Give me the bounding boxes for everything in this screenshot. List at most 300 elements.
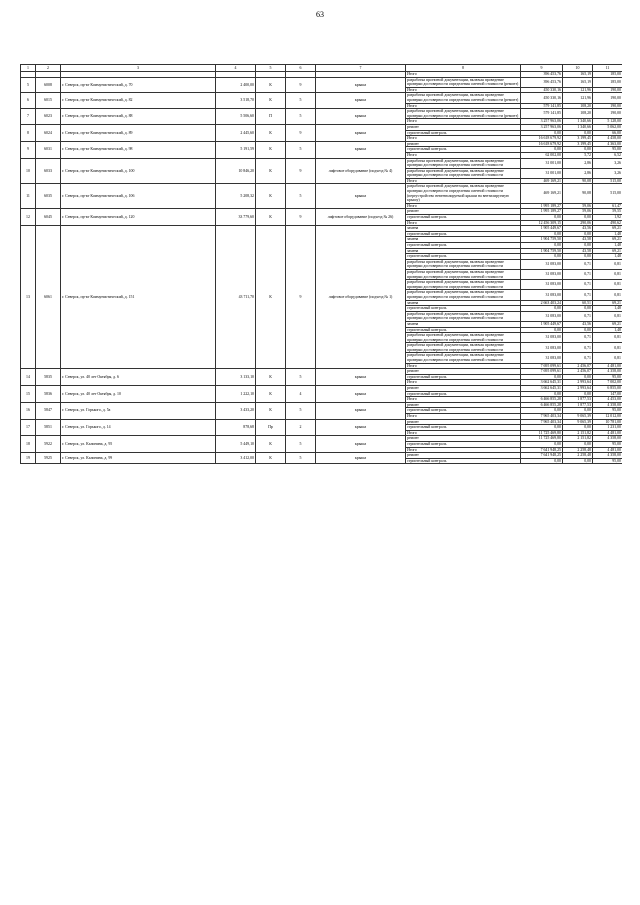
table-row (21, 158, 623, 168)
work-detail: Итого (406, 414, 521, 420)
area: 2 445,60 (216, 124, 256, 141)
floors: 5 (286, 453, 316, 464)
max-unit-cost: 515,00 (593, 184, 623, 203)
unit-cost: 3 199,45 (563, 141, 593, 147)
max-unit-cost: 5 128,00 (593, 119, 623, 125)
work-detail: Итого (406, 119, 521, 125)
max-unit-cost: 4 363,00 (593, 141, 623, 147)
house-class: К (256, 369, 286, 386)
work-detail: Итого (406, 363, 521, 369)
max-unit-cost: 4 358,00 (593, 402, 623, 408)
work-detail: разработка проектной документации, включая проведение проверки достоверности определения сметной стоимости (406, 280, 521, 290)
house-code: 6031 (36, 141, 61, 158)
floors: 4 (286, 386, 316, 403)
work-detail: строительный контроль (406, 374, 521, 380)
floors: 5 (286, 402, 316, 419)
cost: 31 083,00 (521, 353, 563, 363)
row-number: 14 (21, 369, 36, 386)
unit-cost: 0,71 (563, 333, 593, 343)
cost: 6 466 855,28 (521, 397, 563, 403)
cost: 450 330,16 (521, 87, 563, 93)
work-detail: ремонт (406, 209, 521, 215)
area: 3 133,10 (216, 369, 256, 386)
unit-cost: 2 993,64 (563, 386, 593, 392)
column-header: 2 (36, 65, 61, 72)
unit-cost: 2 456,07 (563, 363, 593, 369)
max-unit-cost: 4 358,00 (593, 369, 623, 375)
row-number: 13 (21, 226, 36, 369)
address: г. Северск, пр-кт Коммунистический, д. 98 (61, 141, 216, 158)
area: 1 222,10 (216, 386, 256, 403)
max-unit-cost: 1,92 (593, 215, 623, 221)
cost: 1 905 449,67 (521, 226, 563, 232)
max-unit-cost: 0,81 (593, 333, 623, 343)
work-detail: Итого (406, 447, 521, 453)
max-unit-cost: 185,00 (593, 77, 623, 87)
repair-program-table (20, 64, 622, 464)
unit-cost: 2 151,82 (563, 430, 593, 436)
max-unit-cost: 185,00 (593, 72, 623, 78)
work-type: лифтовое оборудование (подъезд № 26) (316, 209, 406, 226)
house-class: К (256, 124, 286, 141)
row-number: 18 (21, 436, 36, 453)
max-unit-cost: 4 358,00 (593, 436, 623, 442)
table-row (21, 184, 623, 203)
work-detail: разработка проектной документации, включая проведение проверки достоверности определения сметной стоимости (406, 158, 521, 168)
unit-cost: 0,00 (563, 327, 593, 333)
unit-cost: 43,56 (563, 321, 593, 327)
max-unit-cost: 69,21 (593, 300, 623, 306)
house-code: 5925 (36, 453, 61, 464)
work-detail: разработка проектной документации, включая проведение проверки достоверности определения сметной стоимости (ремонт) (406, 93, 521, 103)
row-number: 11 (21, 184, 36, 209)
area: 3 518,70 (216, 93, 256, 109)
row-number: 19 (21, 453, 36, 464)
house-class: К (256, 436, 286, 453)
house-code: 5922 (36, 436, 61, 453)
work-detail: ремонт (406, 402, 521, 408)
house-code: 6008 (36, 77, 61, 93)
cost: 0,00 (521, 408, 563, 414)
max-unit-cost: 0,81 (593, 353, 623, 363)
work-type: крыша (316, 453, 406, 464)
max-unit-cost: 12 012,00 (593, 414, 623, 420)
cost: 3 257 963,06 (521, 124, 563, 130)
cost: 0,00 (521, 147, 563, 153)
max-unit-cost: 95,00 (593, 458, 623, 464)
max-unit-cost: 69,21 (593, 237, 623, 243)
work-type: крыша (316, 369, 406, 386)
cost: 1 905 449,67 (521, 321, 563, 327)
unit-cost: 2,86 (563, 158, 593, 168)
max-unit-cost: 3,26 (593, 158, 623, 168)
work-detail: замена (406, 237, 521, 243)
unit-cost: 121,96 (563, 87, 593, 93)
unit-cost: 1 340,66 (563, 119, 593, 125)
row-number: 7 (21, 109, 36, 125)
address: г. Северск, ул. 40 лет Октября, д. 10 (61, 386, 216, 403)
work-detail: разработка проектной документации, включая проведение проверки достоверности определения сметной стоимости (406, 333, 521, 343)
cost: 0,00 (521, 231, 563, 237)
unit-cost: 0,00 (563, 458, 593, 464)
cost: 31 083,00 (521, 269, 563, 279)
row-number: 8 (21, 124, 36, 141)
max-unit-cost: 1,48 (593, 306, 623, 312)
house-class: К (256, 141, 286, 158)
work-detail: разработка проектной документации, включая проведение проверки достоверности определения сметной стоимости (ремонт) (406, 109, 521, 119)
cost: 31 083,00 (521, 290, 563, 300)
max-unit-cost: 0,81 (593, 290, 623, 300)
area: 3 433,20 (216, 402, 256, 419)
cost: 31 083,00 (521, 311, 563, 321)
area: 5 506,60 (216, 109, 256, 125)
max-unit-cost: 190,00 (593, 103, 623, 109)
max-unit-cost: 59,55 (593, 209, 623, 215)
work-detail: Итого (406, 203, 521, 209)
cost: 0,00 (521, 254, 563, 260)
area: 10 846,20 (216, 158, 256, 184)
unit-cost: 165,19 (563, 77, 593, 87)
unit-cost: 0,71 (563, 353, 593, 363)
cost: 6 466 855,28 (521, 402, 563, 408)
work-detail: строительный контроль (406, 130, 521, 136)
unit-cost: 0,00 (563, 130, 593, 136)
cost: 0,00 (521, 458, 563, 464)
max-unit-cost: 69,21 (593, 248, 623, 254)
row-number: 10 (21, 158, 36, 184)
unit-cost: 0,00 (563, 441, 593, 447)
unit-cost: 0,71 (563, 280, 593, 290)
house-class: К (256, 209, 286, 226)
cost: 1 904 759,50 (521, 248, 563, 254)
cost: 450 330,16 (521, 93, 563, 103)
work-detail: разработка проектной документации, включая проведение проверки достоверности определения сметной стоимости (406, 311, 521, 321)
column-header: 7 (316, 65, 406, 72)
floors: 5 (286, 369, 316, 386)
work-detail: строительный контроль (406, 425, 521, 431)
address: г. Северск, ул. Горького, д. 5а (61, 402, 216, 419)
work-detail: ремонт (406, 386, 521, 392)
max-unit-cost: 147,00 (593, 391, 623, 397)
house-class: К (256, 93, 286, 109)
max-unit-cost: 4 481,00 (593, 363, 623, 369)
cost: 7 641 948,25 (521, 453, 563, 459)
cost: 11 725 469,80 (521, 430, 563, 436)
row-number: 5 (21, 77, 36, 93)
house-code: 6061 (36, 226, 61, 369)
unit-cost: 59,06 (563, 203, 593, 209)
house-code: 6015 (36, 93, 61, 109)
area: 3 412,00 (216, 453, 256, 464)
cost: 31 083,00 (521, 259, 563, 269)
unit-cost: 0,00 (563, 306, 593, 312)
work-detail: разработка проектной документации, включая проведение проверки достоверности определения сметной стоимости (406, 168, 521, 178)
work-detail: строительный контроль (406, 147, 521, 153)
unit-cost: 59,06 (563, 209, 593, 215)
unit-cost: 0,71 (563, 311, 593, 321)
area: 33 779,60 (216, 209, 256, 226)
max-unit-cost: 69,21 (593, 321, 623, 327)
floors: 9 (286, 209, 316, 226)
column-header: 1 (21, 65, 36, 72)
max-unit-cost: 1,48 (593, 231, 623, 237)
max-unit-cost: 95,00 (593, 441, 623, 447)
cost: 12 456 309,15 (521, 220, 563, 226)
house-code: 5835 (36, 369, 61, 386)
house-class: К (256, 226, 286, 369)
address: г. Северск, пр-кт Коммунистический, д. 100 (61, 158, 216, 184)
work-detail: строительный контроль (406, 231, 521, 237)
row-number: 6 (21, 93, 36, 109)
work-type: крыша (316, 436, 406, 453)
cost: 469 169,21 (521, 184, 563, 203)
column-header: 5 (256, 65, 286, 72)
floors: 5 (286, 141, 316, 158)
max-unit-cost: 4 481,00 (593, 447, 623, 453)
work-detail: ремонт (406, 369, 521, 375)
house-class: К (256, 453, 286, 464)
work-type: крыша (316, 184, 406, 209)
work-detail: Итого (406, 397, 521, 403)
cost: 7 695 099,61 (521, 363, 563, 369)
unit-cost: 108,20 (563, 109, 593, 119)
house-code: 6024 (36, 124, 61, 141)
work-type: крыша (316, 386, 406, 403)
work-detail: разработка проектной документации, включая проведение проверки достоверности определения сметной стоимости (406, 269, 521, 279)
unit-cost: 165,19 (563, 72, 593, 78)
row-number: 17 (21, 419, 36, 436)
work-detail: разработка проектной документации, включая проведение проверки достоверности определения сметной стоимости (406, 353, 521, 363)
address: г. Северск, ул. 40 лет Октября, д. 6 (61, 369, 216, 386)
cost: 1 904 759,50 (521, 237, 563, 243)
floors: 5 (286, 184, 316, 209)
unit-cost: 108,20 (563, 103, 593, 109)
max-unit-cost: 3,26 (593, 168, 623, 178)
max-unit-cost: 4 453,00 (593, 397, 623, 403)
unit-cost: 0,71 (563, 290, 593, 300)
unit-cost: 90,08 (563, 178, 593, 184)
document-sheet (20, 64, 622, 874)
row-number: 16 (21, 402, 36, 419)
unit-cost: 0,00 (563, 254, 593, 260)
max-unit-cost: 1,48 (593, 327, 623, 333)
column-header: 8 (406, 65, 521, 72)
work-detail: ремонт (406, 419, 521, 425)
max-unit-cost: 1,48 (593, 254, 623, 260)
unit-cost: 0,00 (563, 231, 593, 237)
cost: 0,00 (521, 425, 563, 431)
unit-cost: 3 199,45 (563, 136, 593, 142)
cost: 0,00 (521, 374, 563, 380)
cost: 31 083,00 (521, 333, 563, 343)
work-detail: замена (406, 300, 521, 306)
cost: 16 618 679,92 (521, 136, 563, 142)
work-detail: строительный контроль (406, 306, 521, 312)
cost: 11 725 469,80 (521, 436, 563, 442)
cost: 31 001,00 (521, 168, 563, 178)
unit-cost: 0,00 (563, 374, 593, 380)
cost: 469 169,21 (521, 178, 563, 184)
work-detail: Итого (406, 103, 521, 109)
max-unit-cost: 0,81 (593, 311, 623, 321)
unit-cost: 0,71 (563, 269, 593, 279)
max-unit-cost: 0,81 (593, 269, 623, 279)
work-type: крыша (316, 141, 406, 158)
cost: 31 083,00 (521, 343, 563, 353)
unit-cost: 2 456,07 (563, 369, 593, 375)
max-unit-cost: 10 781,00 (593, 419, 623, 425)
unit-cost: 2 258,48 (563, 453, 593, 459)
house-code: 6045 (36, 209, 61, 226)
work-detail: замена (406, 321, 521, 327)
unit-cost: 0,00 (563, 243, 593, 249)
table-header (21, 65, 623, 72)
floors: 5 (286, 93, 316, 109)
area: 5 191,59 (216, 141, 256, 158)
max-unit-cost: 1,48 (593, 243, 623, 249)
work-type: крыша (316, 402, 406, 419)
unit-cost: 43,58 (563, 237, 593, 243)
address: г. Северск, пр-кт Коммунистический, д. 89 (61, 124, 216, 141)
cost: 0,00 (521, 130, 563, 136)
work-detail: строительный контроль (406, 243, 521, 249)
work-type: крыша (316, 124, 406, 141)
floors: 9 (286, 124, 316, 141)
work-detail: строительный контроль (406, 391, 521, 397)
house-class: К (256, 402, 286, 419)
work-type: крыша (316, 419, 406, 436)
work-type: крыша (316, 77, 406, 93)
max-unit-cost: 0,81 (593, 259, 623, 269)
house-code: 6035 (36, 184, 61, 209)
address: г. Северск, пр-кт Коммунистический, д. 120 (61, 209, 216, 226)
table-row (21, 77, 623, 87)
cost: 0,00 (521, 391, 563, 397)
unit-cost: 121,96 (563, 93, 593, 103)
cost: 0,00 (521, 306, 563, 312)
work-detail: Итого (406, 430, 521, 436)
unit-cost: 0,00 (563, 215, 593, 221)
unit-cost: 0,71 (563, 259, 593, 269)
max-unit-cost: 95,00 (593, 147, 623, 153)
cost: 396 453,76 (521, 77, 563, 87)
address: г. Северск, ул. Горького, д. 14 (61, 419, 216, 436)
cost: 0,00 (521, 327, 563, 333)
work-detail: строительный контроль (406, 408, 521, 414)
max-unit-cost: 69,21 (593, 226, 623, 232)
house-code: 5836 (36, 386, 61, 403)
address: г. Северск, пр-кт Коммунистический, д. 70 (61, 77, 216, 93)
unit-cost: 5,72 (563, 152, 593, 158)
floors: 9 (286, 226, 316, 369)
max-unit-cost: 0,81 (593, 280, 623, 290)
max-unit-cost: 4 481,00 (593, 430, 623, 436)
cost: 0,00 (521, 441, 563, 447)
unit-cost: 0,00 (563, 425, 593, 431)
max-unit-cost: 4 458,00 (593, 136, 623, 142)
cost: 2 663 403,24 (521, 300, 563, 306)
work-detail: разработка проектной документации, включая проведение проверки достоверности определения сметной стоимости (переустройство невентилируемой крыши на вентилируемую крышу) (406, 184, 521, 203)
unit-cost: 9 065,39 (563, 414, 593, 420)
work-detail: Итого (406, 87, 521, 93)
house-class: П (256, 109, 286, 125)
unit-cost: 43,56 (563, 226, 593, 232)
cost: 62 002,00 (521, 152, 563, 158)
max-unit-cost: 4 358,00 (593, 453, 623, 459)
unit-cost: 2 993,64 (563, 380, 593, 386)
unit-cost: 290,06 (563, 220, 593, 226)
row-number: 9 (21, 141, 36, 158)
house-class: К (256, 77, 286, 93)
work-type: крыша (316, 93, 406, 109)
address: г. Северск, пр-кт Коммунистический, д. 82 (61, 93, 216, 109)
house-code: 5851 (36, 419, 61, 436)
page-number: 63 (316, 10, 324, 19)
column-header: 10 (563, 65, 593, 72)
unit-cost: 2,86 (563, 168, 593, 178)
cost: 3 662 645,31 (521, 380, 563, 386)
work-detail: строительный контроль (406, 327, 521, 333)
cost: 7 965 403,34 (521, 419, 563, 425)
max-unit-cost: 190,00 (593, 109, 623, 119)
house-class: К (256, 386, 286, 403)
work-detail: строительный контроль (406, 215, 521, 221)
unit-cost: 0,00 (563, 147, 593, 153)
area: 2 400,00 (216, 77, 256, 93)
cost: 16 618 679,92 (521, 141, 563, 147)
floors: 2 (286, 419, 316, 436)
address: г. Северск, ул. Калинина, д. 95 (61, 436, 216, 453)
unit-cost: 2 151,82 (563, 436, 593, 442)
work-type: лифтовое оборудование (подъезд № 1) (316, 226, 406, 369)
cost: 579 141,85 (521, 109, 563, 119)
work-detail: Итого (406, 72, 521, 78)
work-detail: Итого (406, 136, 521, 142)
house-class: Пр (256, 419, 286, 436)
max-unit-cost: 190,00 (593, 87, 623, 93)
house-code: 5847 (36, 402, 61, 419)
floors: 5 (286, 436, 316, 453)
max-unit-cost: 7 002,00 (593, 380, 623, 386)
unit-cost: 2 258,48 (563, 447, 593, 453)
unit-cost: 0,00 (563, 408, 593, 414)
work-detail: ремонт (406, 436, 521, 442)
work-detail: Итого (406, 178, 521, 184)
work-detail: замена (406, 248, 521, 254)
floors: 5 (286, 109, 316, 125)
max-unit-cost: 66,00 (593, 130, 623, 136)
column-header: 4 (216, 65, 256, 72)
work-type: крыша (316, 109, 406, 125)
column-header: 3 (61, 65, 216, 72)
work-detail: Итого (406, 380, 521, 386)
work-detail: строительный контроль (406, 441, 521, 447)
unit-cost: 0,71 (563, 343, 593, 353)
work-detail: разработка проектной документации, включая проведение проверки достоверности определения сметной стоимости (406, 259, 521, 269)
unit-cost: 43,58 (563, 248, 593, 254)
table-row (21, 109, 623, 119)
cost: 579 141,85 (521, 103, 563, 109)
work-detail: Итого (406, 220, 521, 226)
max-unit-cost: 61,47 (593, 203, 623, 209)
cost: 3 662 645,31 (521, 386, 563, 392)
unit-cost: 1 877,53 (563, 402, 593, 408)
max-unit-cost: 490,62 (593, 220, 623, 226)
max-unit-cost: 95,00 (593, 374, 623, 380)
max-unit-cost: 5 062,00 (593, 124, 623, 130)
house-class: К (256, 158, 286, 184)
cost: 31 083,00 (521, 280, 563, 290)
